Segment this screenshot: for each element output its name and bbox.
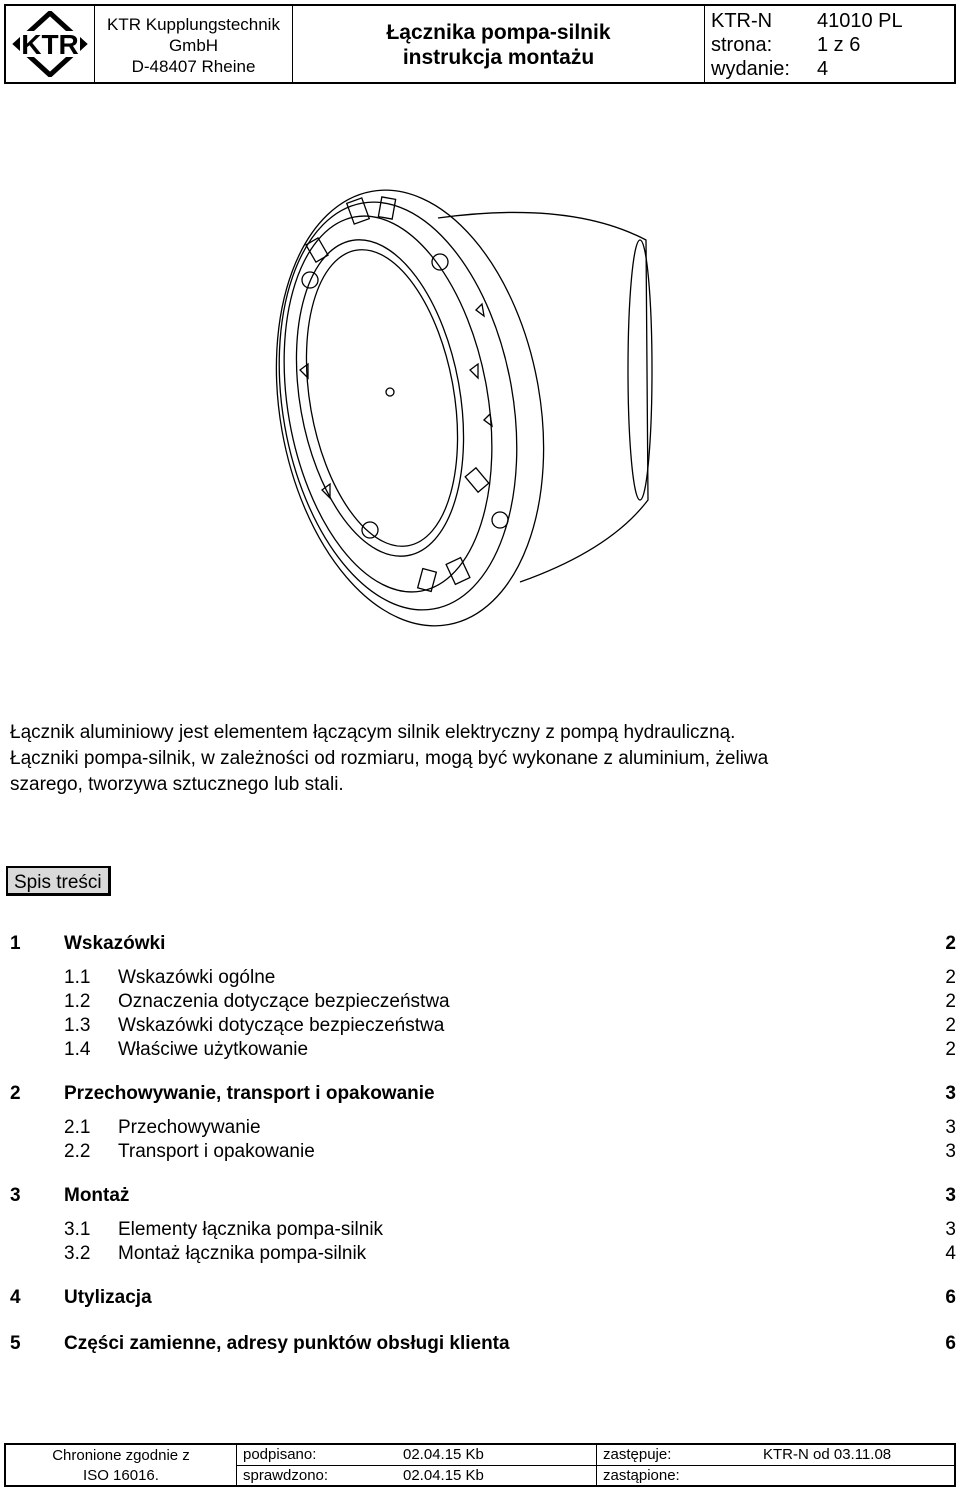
toc-subsection-number: 1.2 <box>64 991 91 1012</box>
toc-subsection-title: Właściwe użytkowanie <box>118 1039 309 1060</box>
page-value: 1 z 6 <box>817 34 861 56</box>
toc-section[interactable] <box>10 1284 956 1312</box>
toc-section[interactable] <box>10 1182 956 1210</box>
approval-grid <box>237 1445 954 1485</box>
copyright-note <box>6 1445 237 1485</box>
checked-label: sprawdzono: <box>243 1467 329 1484</box>
toc-subsection-title: Oznaczenia dotyczące bezpieczeństwa <box>118 991 450 1012</box>
company-info <box>95 6 293 82</box>
doc-code-row <box>711 9 954 33</box>
replaces-label: zastępuje: <box>597 1445 757 1466</box>
replaces-value: KTR-N od 03.11.08 <box>757 1445 954 1466</box>
signed-label: podpisano: <box>237 1445 397 1466</box>
toc-section-title: Montaż <box>64 1185 130 1206</box>
toc-section-number: 1 <box>10 933 21 954</box>
replaced-by-label: zastąpione: <box>603 1467 680 1484</box>
toc-subsection-number: 2.1 <box>64 1117 91 1138</box>
toc-subsection[interactable] <box>10 966 956 990</box>
signed-value: 02.04.15 Kb <box>397 1445 597 1466</box>
edition-row <box>711 57 954 81</box>
toc-subsection-number: 1.1 <box>64 967 91 988</box>
document-title <box>293 6 705 82</box>
toc-subsection-title: Transport i opakowanie <box>118 1141 315 1162</box>
doc-code-label: KTR-N <box>711 10 773 32</box>
toc-section-number: 5 <box>10 1333 21 1354</box>
toc-subsection-number: 2.2 <box>64 1141 91 1162</box>
toc-subsection[interactable] <box>10 1242 956 1266</box>
toc-subsection-title: Wskazówki dotyczące bezpieczeństwa <box>118 1015 445 1036</box>
edition-label: wydanie: <box>711 58 790 80</box>
toc-subsection-page: 3 <box>945 1117 956 1138</box>
toc-section-title: Przechowywanie, transport i opakowanie <box>64 1083 435 1104</box>
toc-subsection[interactable] <box>10 1014 956 1038</box>
toc-section-number: 4 <box>10 1287 21 1308</box>
replaced-by-value <box>757 1466 954 1486</box>
toc-section-title: Wskazówki <box>64 933 166 954</box>
svg-text:KTR: KTR <box>21 29 79 60</box>
edition-value: 4 <box>817 58 829 80</box>
toc-section-page: 6 <box>945 1287 956 1308</box>
toc-subsection[interactable] <box>10 1140 956 1164</box>
toc-subsection-number: 1.3 <box>64 1015 91 1036</box>
doc-code-value: 41010 PL <box>817 10 903 32</box>
toc-subsection-page: 3 <box>945 1141 956 1162</box>
checked-value: 02.04.15 Kb <box>397 1466 597 1486</box>
document-title-line2: instrukcja montażu <box>402 46 595 69</box>
copyright-note-line2: ISO 16016. <box>83 1467 159 1484</box>
toc-section-number: 2 <box>10 1083 21 1104</box>
ktr-logo <box>6 6 95 82</box>
toc-subsection[interactable] <box>10 1218 956 1242</box>
intro-line-2: Łączniki pompa-silnik, w zależności od rozmiaru, mogą być wykonane z aluminium, żeliwa <box>10 748 769 769</box>
toc-subsection[interactable] <box>10 990 956 1014</box>
toc-subsection[interactable] <box>10 1038 956 1062</box>
document-meta <box>705 6 954 82</box>
toc-subsection-title: Przechowywanie <box>118 1117 261 1138</box>
toc-subsection-page: 4 <box>945 1243 956 1264</box>
toc-section-title: Części zamienne, adresy punktów obsługi klienta <box>64 1333 510 1354</box>
company-address: D-48407 Rheine <box>131 57 256 76</box>
table-of-contents <box>10 930 956 1358</box>
toc-subsection-number: 3.1 <box>64 1219 91 1240</box>
ktr-logo-icon <box>12 11 88 77</box>
document-header <box>4 4 956 84</box>
toc-subsection-title: Elementy łącznika pompa-silnik <box>118 1219 384 1240</box>
intro-line-1: Łącznik aluminiowy jest elementem łączącym silnik elektryczny z pompą hydrauliczną. <box>10 722 736 743</box>
toc-subsection[interactable] <box>10 1116 956 1140</box>
toc-subsection-number: 1.4 <box>64 1039 91 1060</box>
document-title-line1: Łącznika pompa-silnik <box>386 21 611 44</box>
toc-subsection-page: 3 <box>945 1219 956 1240</box>
toc-section[interactable] <box>10 1330 956 1358</box>
page-label: strona: <box>711 34 773 56</box>
toc-subsection-number: 3.2 <box>64 1243 91 1264</box>
toc-section-page: 3 <box>945 1083 956 1104</box>
toc-section-page: 2 <box>945 933 956 954</box>
page-row <box>711 33 954 57</box>
toc-section-page: 6 <box>945 1333 956 1354</box>
toc-section-title: Utylizacja <box>64 1287 152 1308</box>
toc-section-number: 3 <box>10 1185 21 1206</box>
toc-section[interactable] <box>10 1080 956 1108</box>
toc-section-page: 3 <box>945 1185 956 1206</box>
company-form: GmbH <box>168 36 219 55</box>
toc-subsection-page: 2 <box>945 967 956 988</box>
company-name: KTR Kupplungstechnik <box>107 15 280 34</box>
intro-text <box>10 720 940 798</box>
toc-section[interactable] <box>10 930 956 958</box>
toc-subsection-title: Montaż łącznika pompa-silnik <box>118 1243 367 1264</box>
toc-subsection-page: 2 <box>945 1015 956 1036</box>
toc-heading: Spis treści <box>6 866 111 896</box>
bellhousing-illustration <box>270 170 690 640</box>
copyright-note-line1: Chronione zgodnie z <box>52 1447 190 1464</box>
toc-subsection-page: 2 <box>945 1039 956 1060</box>
intro-line-3: szarego, tworzywa sztucznego lub stali. <box>10 774 344 795</box>
toc-subsection-title: Wskazówki ogólne <box>118 967 276 988</box>
document-footer <box>4 1443 956 1487</box>
toc-subsection-page: 2 <box>945 991 956 1012</box>
